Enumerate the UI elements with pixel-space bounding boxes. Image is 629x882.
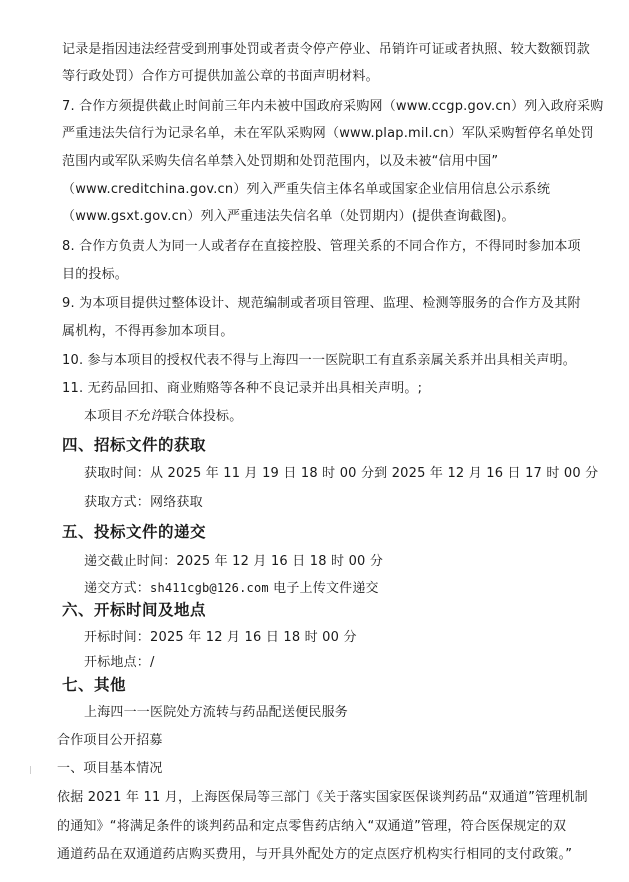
section-7-line-4: 依据 2021 年 11 月，上海医保局等三部门《关于落实国家医保谈判药品“双通道”管理机制 <box>57 790 588 805</box>
section-7-line-2: 合作项目公开招募 <box>57 733 163 748</box>
section-4-heading: 四、招标文件的获取 <box>62 436 207 454</box>
item-9-line-1: 9. 为本项目提供过整体设计、规范编制或者项目管理、监理、检测等服务的合作方及其附 <box>62 296 581 311</box>
item-8-line-2: 目的投标。 <box>62 267 129 282</box>
item-9-line-2: 属机构，不得再参加本项目。 <box>62 324 234 339</box>
item-11: 11. 无药品回扣、商业贿赂等各种不良记录并出具相关声明。; <box>62 381 423 396</box>
item-6-line-2: 等行政处罚）合作方可提供加盖公章的书面声明材料。 <box>62 69 379 84</box>
section-5-method-prefix: 递交方式： <box>84 581 151 596</box>
item-7-line-2: 严重违法失信行为记录名单，未在军队采购网（www.plap.mil.cn）军队采购暂停名单处罚 <box>62 126 594 141</box>
section-6-heading: 六、开标时间及地点 <box>62 601 207 619</box>
section-4-method: 获取方式：网络获取 <box>84 495 203 510</box>
item-7-line-3: 范围内或军队采购失信名单禁入处罚期和处罚范围内，以及未被“信用中国” <box>62 154 499 169</box>
item-7-line-5: （www.gsxt.gov.cn）列入严重违法失信名单（处罚期内）(提供查询截图)。 <box>62 209 515 224</box>
consortium-prefix: 本项目 <box>84 409 124 424</box>
consortium-emphasis: 不允许 <box>123 409 164 424</box>
section-7-line-3: 一、项目基本情况 <box>57 761 163 776</box>
section-6-time: 开标时间：2025 年 12 月 16 日 18 时 00 分 <box>84 630 357 645</box>
section-7-line-5: 的通知》“将满足条件的谈判药品和定点零售药店纳入“双通道”管理，符合医保规定的双 <box>57 819 567 834</box>
section-5-method <box>84 580 379 597</box>
item-7-line-4: （www.creditchina.gov.cn）列入严重失信主体名单或国家企业信用信息公示系统 <box>62 182 551 197</box>
section-5-heading: 五、投标文件的递交 <box>62 523 207 541</box>
submission-email: sh411cgb@126.com <box>150 581 269 595</box>
item-10: 10. 参与本项目的授权代表不得与上海四一一医院职工有直系亲属关系并出具相关声明。 <box>62 353 577 368</box>
consortium-note <box>84 409 242 425</box>
consortium-suffix: 联合体投标。 <box>163 409 243 424</box>
section-7-heading: 七、其他 <box>62 676 127 694</box>
item-8-line-1: 8. 合作方负责人为同一人或者存在直接控股、管理关系的不同合作方，不得同时参加本项 <box>62 239 581 254</box>
item-6-line-1: 记录是指因违法经营受到刑事处罚或者责令停产停业、吊销许可证或者执照、较大数额罚款 <box>62 42 591 57</box>
section-4-time: 获取时间：从 2025 年 11 月 19 日 18 时 00 分到 2025 年 12 月 16 日 17 时 00 分 <box>84 466 599 481</box>
item-7-line-1: 7. 合作方须提供截止时间前三年内未被中国政府采购网（www.ccgp.gov.cn）列入政府采购 <box>62 99 604 114</box>
scan-speck <box>30 766 31 774</box>
section-5-method-suffix: 电子上传文件递交 <box>268 581 379 596</box>
section-6-place: 开标地点：/ <box>84 655 155 670</box>
section-7-line-6: 通道药品在双通道药店购买费用，与开具外配处方的定点医疗机构实行相同的支付政策。” <box>57 847 573 862</box>
section-5-deadline: 递交截止时间：2025 年 12 月 16 日 18 时 00 分 <box>84 554 384 569</box>
section-7-line-1: 上海四一一医院处方流转与药品配送便民服务 <box>84 705 349 720</box>
